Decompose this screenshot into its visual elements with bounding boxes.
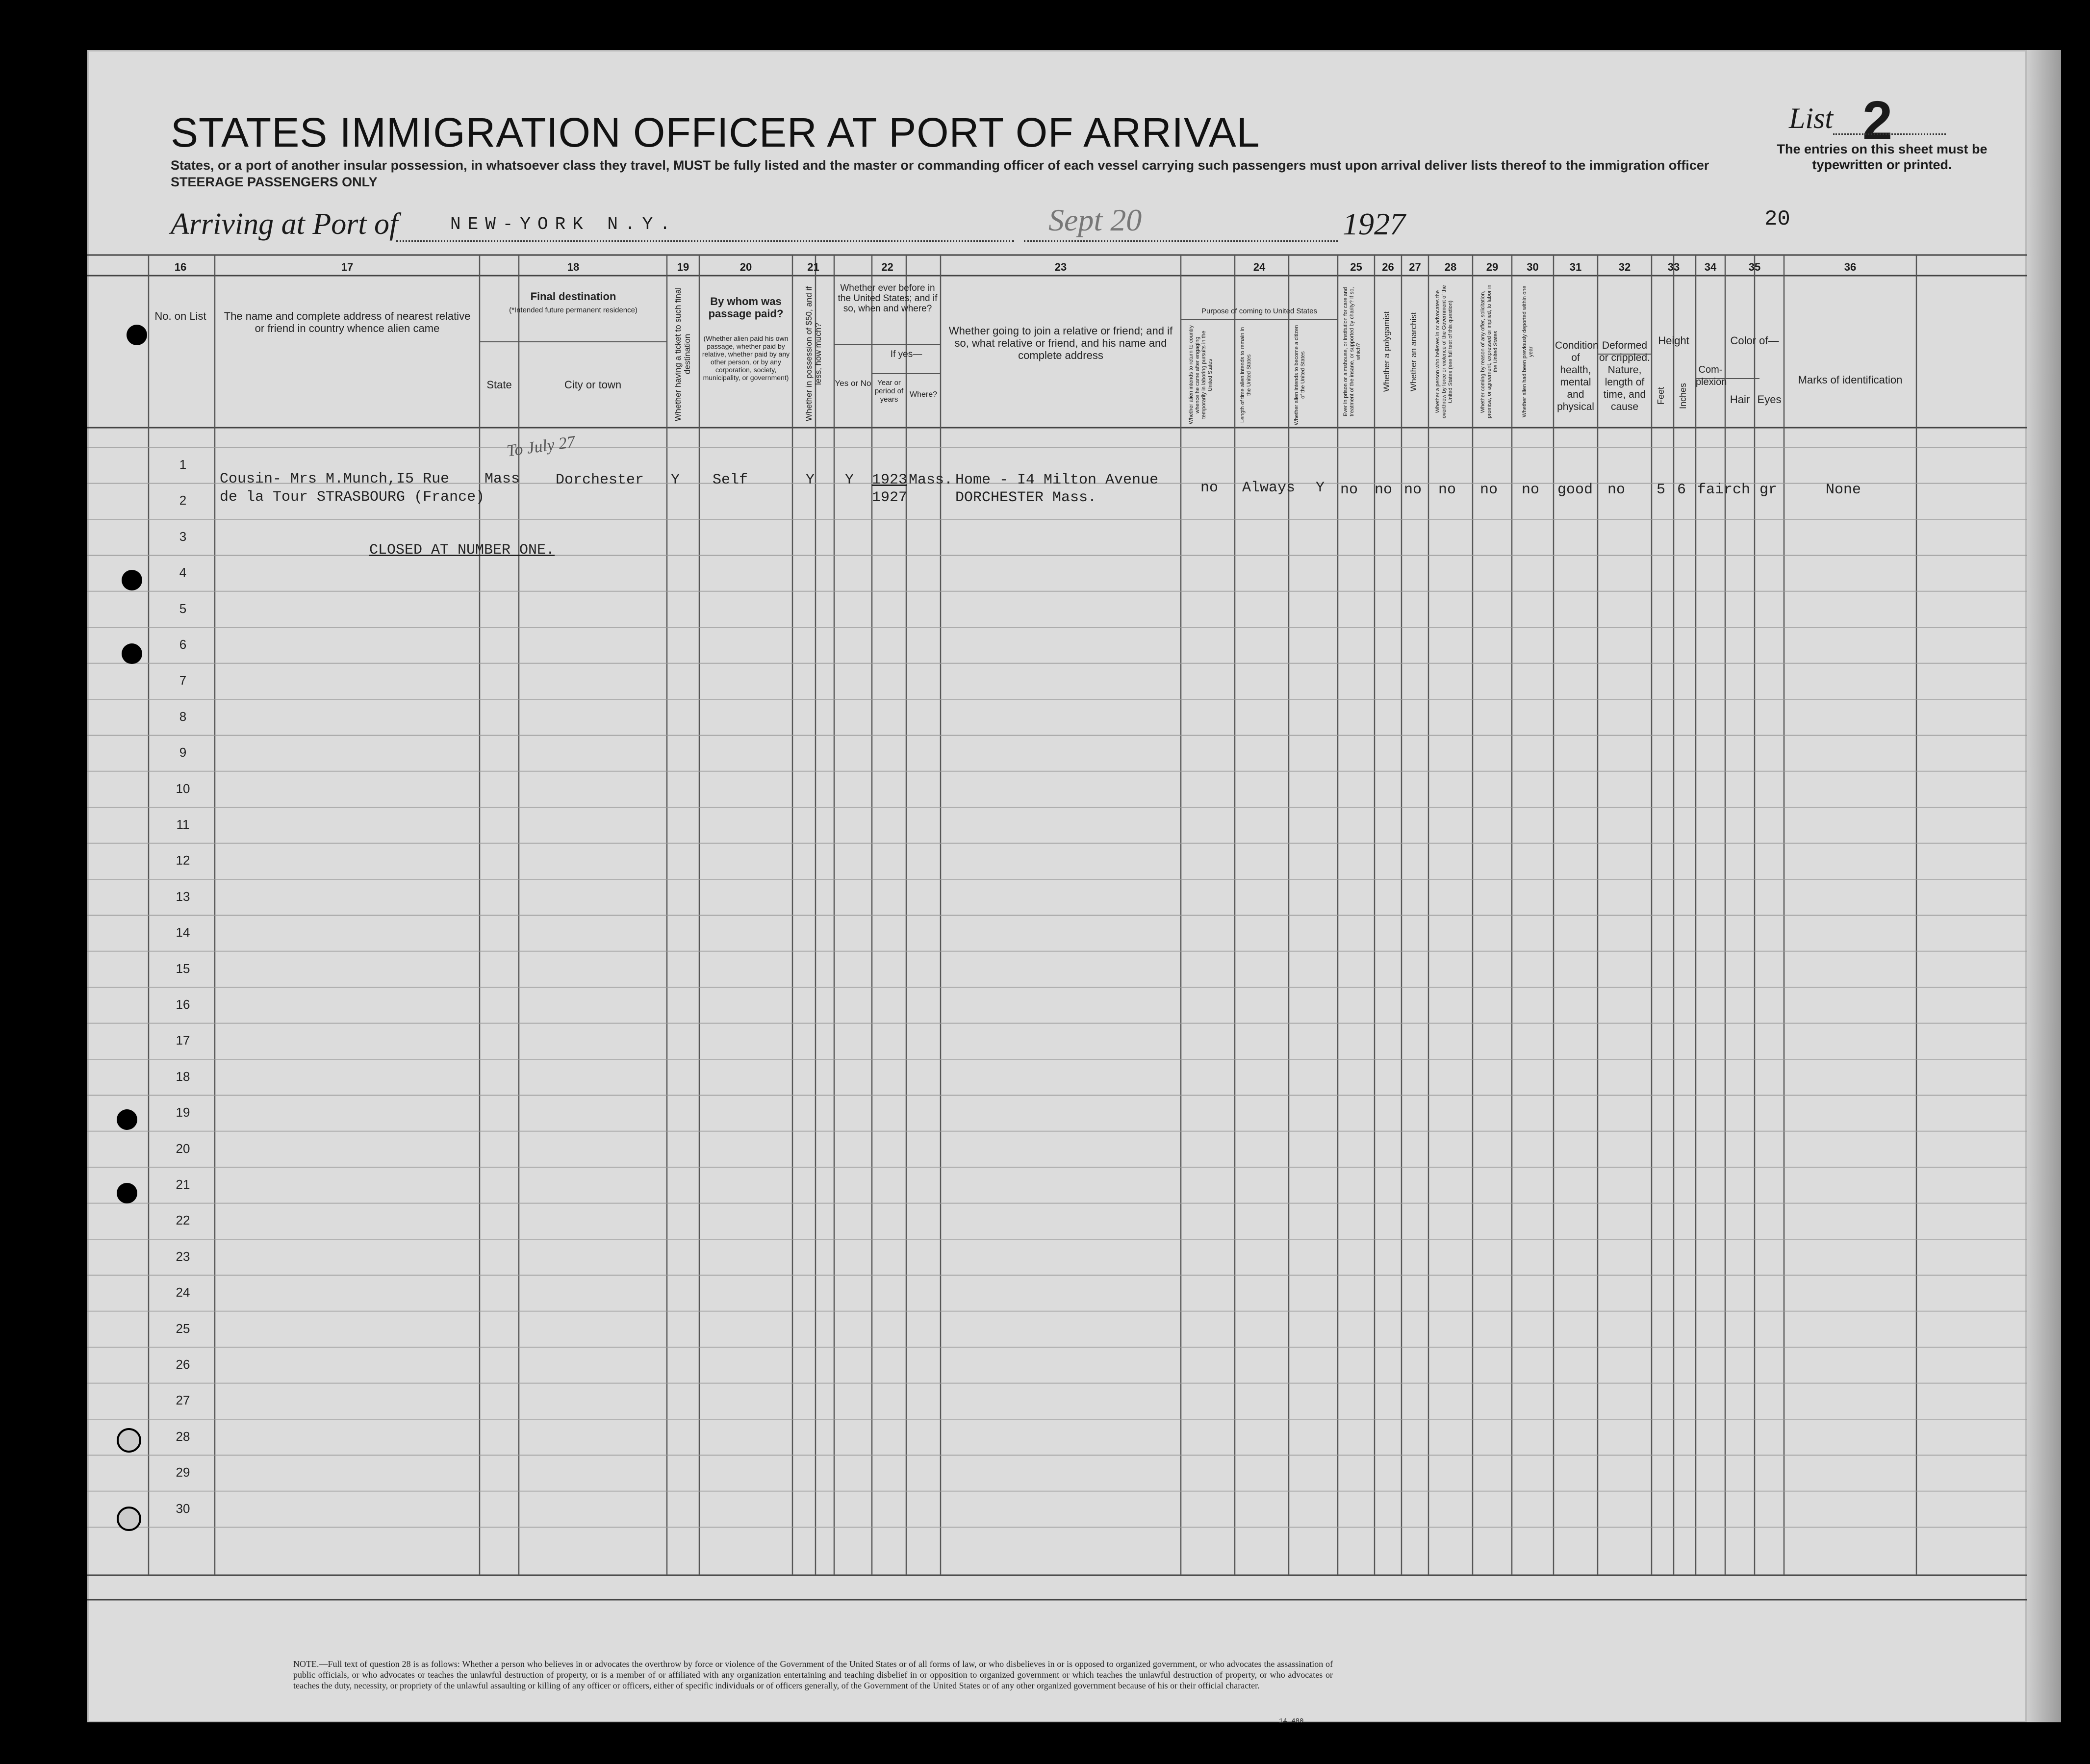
row-number: 28 — [176, 1429, 190, 1444]
col-num-34: 34 — [1704, 261, 1717, 273]
col-num-31: 31 — [1569, 261, 1582, 273]
col-num-19: 19 — [677, 261, 689, 273]
col-fifty-header: Whether in possession of $50, and if less, how much? — [804, 286, 823, 422]
before-years-2: 1927 — [872, 489, 908, 506]
col-before-header: Whether ever before in the United States; and if so, when and where? — [838, 283, 938, 314]
row-number: 24 — [176, 1285, 190, 1300]
row-number: 20 — [176, 1141, 190, 1156]
destination-city: Dorchester — [556, 472, 644, 488]
col-contract-header: Whether coming by reason of any offer, solicitation, promise, or agreement, expressed or implied, to labor in the United States — [1480, 284, 1499, 419]
col-num-24: 24 — [1253, 261, 1266, 273]
deformed-value: no — [1607, 482, 1626, 498]
col-complexion-header: Com-plexion — [1696, 364, 1727, 387]
complexion-value: fair — [1697, 482, 1733, 498]
col-join-header: Whether going to join a relative or friend; and if so, what relative or friend, and his name and complete address — [948, 325, 1173, 361]
row-number: 16 — [176, 997, 190, 1012]
row-number: 17 — [176, 1033, 190, 1048]
contract-value: no — [1480, 482, 1498, 498]
page-number: 20 — [1764, 207, 1790, 231]
col-num-17: 17 — [341, 261, 354, 273]
row-number: 21 — [176, 1177, 190, 1192]
col-destination-sub: (*Intended future permanent residence) — [509, 306, 637, 314]
col-num-32: 32 — [1618, 261, 1631, 273]
row-number: 30 — [176, 1501, 190, 1516]
row-number: 3 — [179, 529, 187, 544]
list-number: 2 — [1862, 90, 1893, 151]
port-of-arrival: NEW-YORK N.Y. — [450, 214, 677, 234]
col-health-header: Condition of health, mental and physical — [1555, 340, 1599, 412]
col-feet-header: Feet — [1656, 386, 1666, 405]
eyes-value: gr — [1759, 482, 1778, 498]
paid-by-value: Self — [713, 472, 748, 488]
col-num-36: 36 — [1844, 261, 1857, 273]
col-num-33: 33 — [1667, 261, 1680, 273]
list-label: List — [1789, 102, 1834, 134]
row-number: 26 — [176, 1357, 190, 1372]
row-number: 2 — [179, 493, 187, 508]
col-marks-header: Marks of identification — [1798, 374, 1903, 386]
col-num-22: 22 — [881, 261, 893, 273]
col-num-27: 27 — [1409, 261, 1421, 273]
col-ticket-header: Whether having a ticket to such final destination — [673, 287, 692, 421]
col-prison-header: Ever in prison or almshouse, or institution for care and treatment of the insane, or supported by charity? If so, which? — [1343, 287, 1361, 416]
col-purpose-length: Length of time alien intends to remain in the United States — [1240, 327, 1252, 423]
binder-hole — [117, 1428, 141, 1453]
col-height-header: Height — [1658, 334, 1689, 347]
row-number: 10 — [176, 781, 190, 796]
form-grid — [87, 50, 2027, 1722]
instructions-line-2: STEERAGE PASSENGERS ONLY — [171, 175, 378, 189]
row-number: 23 — [176, 1249, 190, 1264]
length-value: Always — [1242, 480, 1296, 496]
binder-hole — [122, 643, 142, 664]
col-paid-header: By whom was passage paid? — [708, 295, 784, 320]
col-inches-header: Inches — [1678, 383, 1688, 409]
marks-value: None — [1826, 482, 1861, 498]
col-where-header: Where? — [909, 390, 938, 399]
row-number: 25 — [176, 1321, 190, 1336]
page-edge — [2027, 50, 2061, 1722]
handwritten-note: To July 27 — [506, 433, 577, 460]
feet-value: 5 — [1657, 482, 1666, 498]
before-where-value: Mass. — [909, 472, 953, 488]
fifty-value: Y — [806, 472, 815, 488]
binder-hole — [122, 570, 142, 590]
row-number: 9 — [179, 745, 187, 760]
col-num-16: 16 — [174, 261, 187, 273]
row-number: 22 — [176, 1213, 190, 1228]
row-number: 12 — [176, 853, 190, 868]
relative-line-1: Cousin- Mrs M.Munch,I5 Rue — [220, 471, 450, 487]
row-number: 19 — [176, 1105, 190, 1120]
join-line-1: Home - I4 Milton Avenue — [955, 472, 1159, 488]
row-number: 18 — [176, 1069, 190, 1084]
row-number: 4 — [179, 565, 187, 580]
col-state-header: State — [486, 379, 512, 391]
page-title: STATES IMMIGRATION OFFICER AT PORT OF ARRIVAL — [171, 109, 1260, 155]
overthrow-value: no — [1438, 482, 1456, 498]
binder-hole — [117, 1183, 137, 1203]
col-destination-header: Final destination — [530, 290, 616, 303]
col-city-header: City or town — [564, 379, 622, 391]
relative-line-2: de la Tour STRASBOURG (France) — [220, 489, 485, 506]
row-number: 6 — [179, 637, 187, 652]
binder-hole — [127, 325, 147, 345]
arriving-label: Arriving at Port of — [171, 207, 398, 241]
col-anarchist-header: Whether an anarchist — [1409, 312, 1418, 391]
arrival-date: Sept 20 — [1048, 203, 1142, 237]
footnote: NOTE.—Full text of question 28 is as follows: Whether a person who believes in or advocates the overthrow by force or violence of the Government of the United States or of all forms of law, or who disbelieves in or is opposed to organized government, or who advocates the assassination of public officials, or who advocates or teaches the unlawful destruction of property, or is a member of or affiliated with any organization entertaining and teaching disbelief in or opposition to organized government or which teaches the unlawful destruction of property, or who advocates or teaches the duty, necessity, or propriety of the unlawful assaulting or killing of any officer or officers, either of specific individuals or of officers generally, of the Government of the United States or of any other organized government because of his or their official character. — [293, 1659, 1333, 1690]
col-num-21: 21 — [807, 261, 819, 273]
row-number: 13 — [176, 889, 190, 904]
binder-hole — [117, 1109, 137, 1130]
manifest-sheet — [87, 50, 2027, 1725]
col-num-35: 35 — [1748, 261, 1761, 273]
row-number: 1 — [179, 457, 187, 472]
col-polygamist-header: Whether a polygamist — [1382, 311, 1391, 392]
inches-value: 6 — [1677, 482, 1686, 498]
destination-state: Mass — [484, 471, 520, 487]
binder-hole — [117, 1507, 141, 1531]
col-deformed-header: Deformed or crippled. Nature, length of time, and cause — [1599, 340, 1650, 412]
hair-value: ch — [1733, 482, 1751, 498]
instructions-line-1: States, or a port of another insular possession, in whatsoever class they travel, MUST be fully listed and the master or commanding officer of each vessel carrying such passengers must upon arrival deliver lists thereof to the immigration officer — [171, 158, 1709, 173]
return-value: no — [1200, 480, 1219, 496]
polygamist-value: no — [1375, 482, 1393, 498]
col-num-29: 29 — [1486, 261, 1499, 273]
col-yesno-header: Yes or No — [835, 379, 871, 388]
prison-value: no — [1340, 482, 1358, 498]
col-purpose-header: Purpose of coming to United States — [1201, 307, 1317, 315]
row-number: 11 — [176, 817, 190, 832]
col-paid-sub: (Whether alien paid his own passage, whether paid by relative, whether paid by any other person, or by any corporation, society, municipality, or government) — [702, 334, 790, 382]
col-num-23: 23 — [1054, 261, 1067, 273]
row-number: 5 — [179, 601, 187, 616]
list-note: The entries on this sheet must be typewritten or printed. — [1777, 142, 1988, 172]
row-number: 27 — [176, 1393, 190, 1408]
col-num-28: 28 — [1444, 261, 1457, 273]
col-ifyes-header: If yes— — [890, 349, 922, 359]
col-deported-header: Whether alien had been previously deported within one year — [1522, 285, 1534, 418]
col-color-header: Color of— — [1730, 334, 1779, 347]
col-num-20: 20 — [739, 261, 752, 273]
row-number: 29 — [176, 1465, 190, 1480]
citizen-value: Y — [1316, 480, 1325, 496]
join-line-2: DORCHESTER Mass. — [955, 489, 1097, 506]
health-value: good — [1557, 482, 1593, 498]
row-number: 15 — [176, 961, 190, 976]
before-yes-value: Y — [845, 472, 854, 488]
col-num-25: 25 — [1350, 261, 1362, 273]
col-num-30: 30 — [1527, 261, 1539, 273]
form-code: 14—480 — [1279, 1717, 1304, 1725]
col-eyes-header: Eyes — [1757, 393, 1782, 406]
col-hair-header: Hair — [1730, 393, 1750, 406]
col-list-number-header: No. on List — [154, 310, 206, 322]
col-relative-header: The name and complete address of nearest relative or friend in country whence alien came — [224, 310, 471, 334]
arrival-year: 1927 — [1343, 206, 1405, 241]
ticket-value: Y — [671, 472, 680, 488]
col-years-header: Year or period of years — [874, 379, 904, 404]
anarchist-value: no — [1404, 482, 1422, 498]
col-overthrow-header: Whether a person who believes in or advocates the overthrow by force or violence of the Government of the United States (see full text of this question) — [1435, 285, 1453, 418]
closed-notice: CLOSED AT NUMBER ONE. — [369, 542, 555, 559]
col-num-18: 18 — [567, 261, 580, 273]
before-years-1: 1923 — [872, 472, 908, 488]
row-number: 14 — [176, 925, 190, 940]
col-purpose-return: Whether alien intends to return to country whence he came after engaging temporarily in laboring pursuits in the United States — [1188, 325, 1213, 425]
deported-value: no — [1522, 482, 1540, 498]
col-purpose-citizen: Whether alien intends to become a citizen of the United States — [1294, 325, 1306, 425]
col-num-26: 26 — [1382, 261, 1394, 273]
row-number: 7 — [179, 673, 187, 688]
row-number: 8 — [179, 709, 187, 724]
